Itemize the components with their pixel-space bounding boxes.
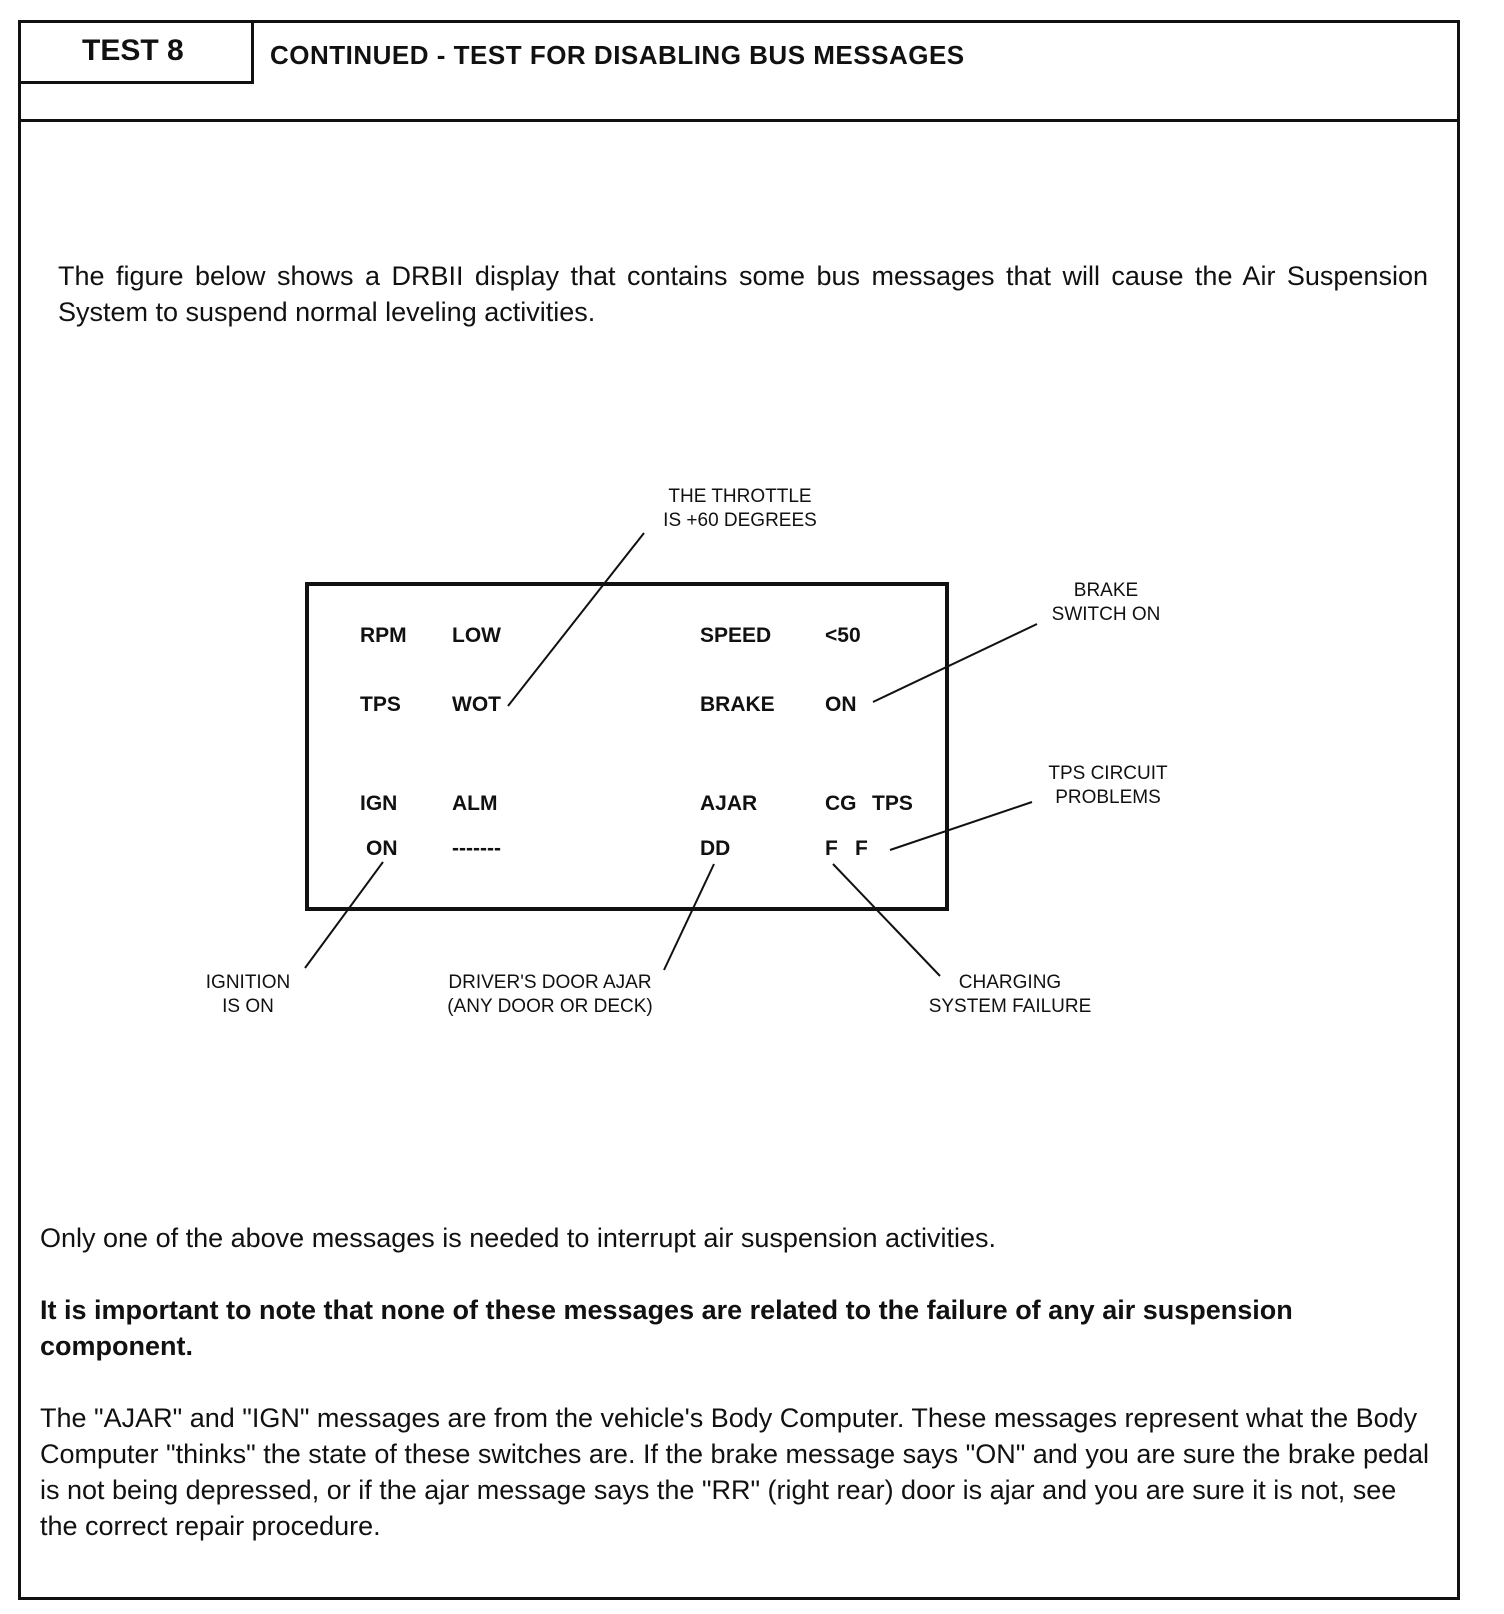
cg-value: F — [825, 837, 838, 860]
speed-label: SPEED — [700, 624, 772, 647]
important-note: It is important to note that none of these messages are related to the failure of any air suspension component. — [40, 1295, 1293, 1361]
throttle-callout-line2: IS +60 DEGREES — [663, 510, 817, 531]
rpm-label: RPM — [360, 624, 407, 647]
brake-callout-line1: BRAKE — [1073, 580, 1139, 601]
ign-label: IGN — [360, 792, 398, 815]
tps-circuit-callout-line2: PROBLEMS — [1055, 787, 1161, 808]
ignition-callout-line2: IS ON — [222, 996, 274, 1017]
test-label: TEST 8 — [82, 34, 184, 67]
throttle-callout-line1: THE THROTTLE — [668, 486, 812, 507]
tps-value: WOT — [452, 693, 501, 716]
note-paragraph-3: The "AJAR" and "IGN" messages are from the vehicle's Body Computer. These messages represent what the Body Computer "thinks" the state of these switches are. If the brake message says "ON" and you are sure the brake pedal is not being depressed, or if the ajar message says the "RR" (right rear) door is ajar and you are sure it is not, see the correct repair procedure. — [40, 1403, 1430, 1541]
rpm-value: LOW — [452, 624, 501, 647]
charging-leader — [833, 864, 940, 976]
brake-leader — [873, 624, 1037, 702]
brake-callout-line2: SWITCH ON — [1051, 604, 1161, 625]
brake-label: BRAKE — [700, 693, 775, 716]
page-title: CONTINUED - TEST FOR DISABLING BUS MESSAGES — [270, 40, 965, 70]
alm-label: ALM — [452, 792, 498, 815]
door-leader — [664, 864, 714, 970]
alm-value: ------- — [452, 837, 501, 860]
note-paragraph-1: Only one of the above messages is needed to interrupt air suspension activities. — [40, 1223, 997, 1253]
brake-value: ON — [825, 693, 857, 716]
charging-callout-line1: CHARGING — [958, 972, 1062, 993]
ign-value: ON — [366, 837, 398, 860]
ajar-label: AJAR — [700, 792, 758, 815]
charging-callout-line2: SYSTEM FAILURE — [928, 996, 1092, 1017]
tps-label: TPS — [360, 693, 401, 716]
ignition-leader — [305, 862, 383, 968]
door-callout-line1: DRIVER'S DOOR AJAR — [448, 972, 652, 993]
tps-circuit-callout-line1: TPS CIRCUIT — [1048, 763, 1168, 784]
ignition-callout-line1: IGNITION — [205, 972, 291, 993]
ajar-value: DD — [700, 837, 731, 860]
door-callout-line2: (ANY DOOR OR DECK) — [447, 996, 653, 1017]
tps2-value: F — [855, 837, 868, 860]
speed-value: <50 — [825, 624, 861, 647]
tps2-label: TPS — [872, 792, 913, 815]
intro-paragraph: The figure below shows a DRBII display that contains some bus messages that will cause the Air Suspension System to suspend normal leveling activities. — [58, 261, 1428, 327]
throttle-leader — [508, 533, 644, 706]
cg-label: CG — [825, 792, 857, 815]
